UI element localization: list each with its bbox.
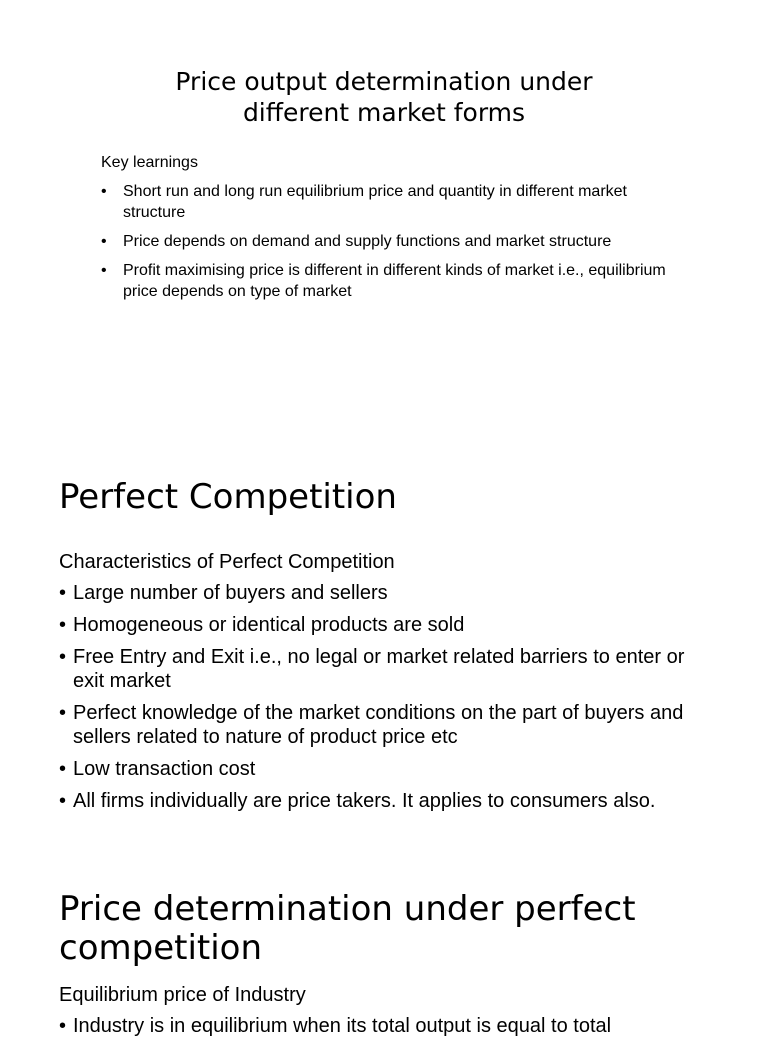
list-item [59, 645, 719, 693]
list-item-text: Short run and long run equilibrium price and quantity in different market structure [123, 183, 627, 221]
list-item [59, 789, 719, 813]
slide-subtitle: Characteristics of Perfect Competition [59, 551, 395, 573]
slide-price-determination [0, 864, 768, 1037]
list-item-text: Free Entry and Exit i.e., no legal or market related barriers to enter or exit market [73, 646, 685, 692]
bullet-icon: • [59, 646, 67, 668]
list-item-text: Price depends on demand and supply functions and market structure [123, 233, 612, 250]
bullet-icon: • [59, 790, 67, 812]
bullet-icon: • [101, 183, 107, 200]
bullet-icon: • [59, 582, 67, 604]
slide-title: Perfect Competition [59, 477, 397, 517]
list-item [59, 613, 719, 637]
list-item-text: Industry is in equilibrium when its total output is equal to total [73, 1015, 612, 1037]
bullet-icon: • [101, 262, 107, 279]
slide-title [0, 66, 768, 128]
slide-subtitle: Equilibrium price of Industry [59, 984, 306, 1006]
list-item [101, 260, 681, 302]
bullet-icon: • [59, 702, 67, 724]
list-item-text: Perfect knowledge of the market conditions on the part of buyers and sellers related to nature of product price etc [73, 702, 684, 748]
bullet-icon: • [101, 233, 107, 250]
list-item-text: Low transaction cost [73, 758, 256, 780]
list-item-text: Profit maximising price is different in different kinds of market i.e., equilibrium price depends on type of market [123, 262, 666, 300]
list-item-text: Large number of buyers and sellers [73, 582, 388, 604]
list-item [59, 581, 719, 605]
slide-title-text: Price output determination under different market forms [175, 67, 593, 127]
bullet-icon: • [59, 758, 67, 780]
bullet-icon: • [59, 614, 67, 636]
list-item [59, 701, 719, 749]
list-item [59, 1014, 719, 1038]
bullet-list [101, 181, 681, 310]
bullet-list [59, 581, 719, 821]
slide-intro [0, 0, 768, 432]
list-item [101, 181, 681, 223]
list-item-text: Homogeneous or identical products are sold [73, 614, 465, 636]
bullet-list [59, 1014, 719, 1038]
list-item [59, 757, 719, 781]
slide-title: Price determination under perfect competition [59, 889, 636, 968]
list-item-text: All firms individually are price takers. It applies to consumers also. [73, 790, 656, 812]
bullet-icon: • [59, 1015, 67, 1037]
slide-subtitle: Key learnings [101, 154, 198, 171]
list-item [101, 231, 681, 252]
slide-perfect-competition [0, 432, 768, 864]
